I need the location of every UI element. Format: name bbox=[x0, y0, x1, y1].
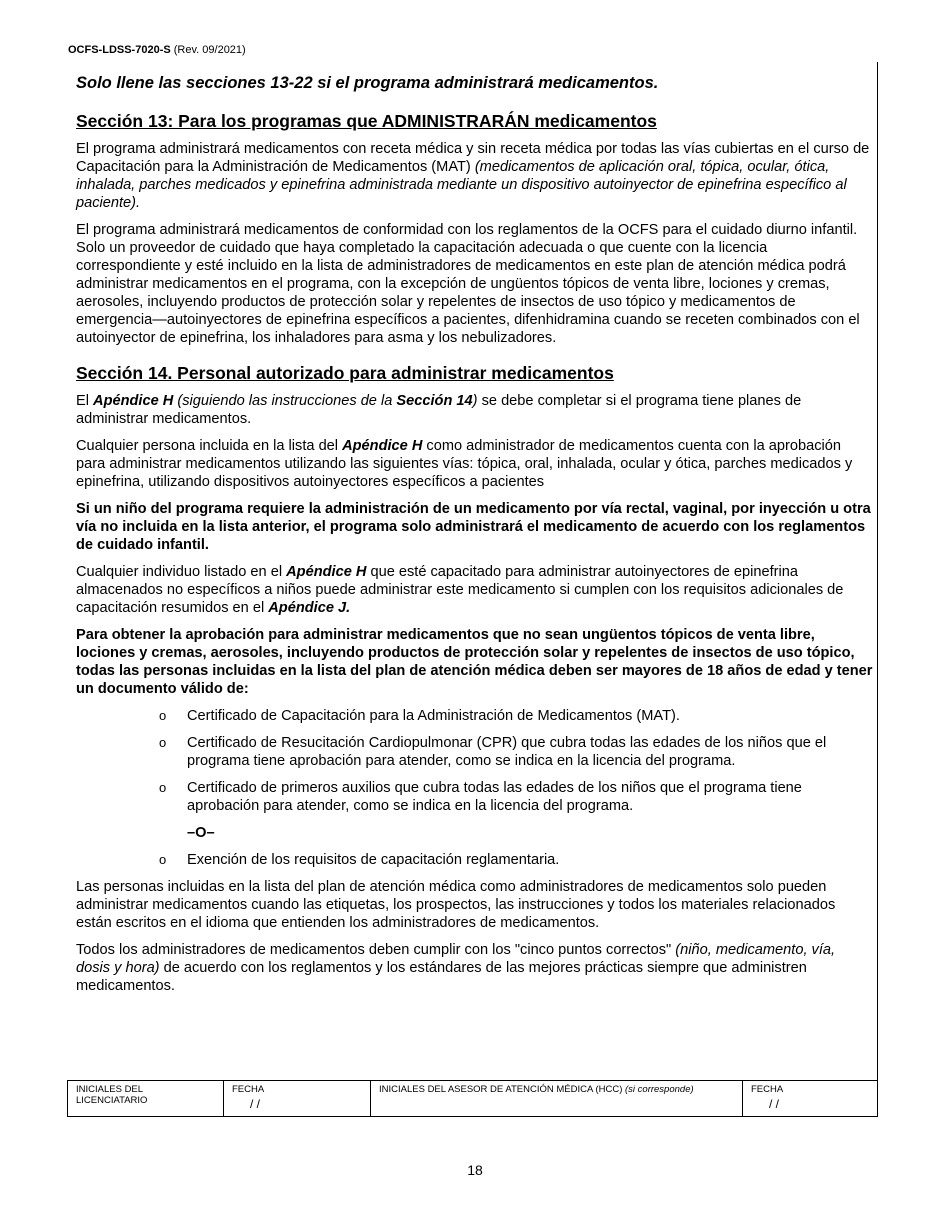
s14-p7-c: de acuerdo con los reglamentos y los estándares de las mejores prácticas siempre que administren medicamentos. bbox=[76, 960, 807, 994]
section-13-paragraph-1 bbox=[76, 140, 873, 212]
date-label: FECHA bbox=[232, 1084, 265, 1095]
section-13-paragraph-2: El programa administrará medicamentos de conformidad con los reglamentos de la OCFS para el cuidado diurno infantil. Solo un proveedor de cuidado que haya completado la capacitación adecuada o que cuente con la licencia correspondiente y esté incluido en la lista de administradores de medicamentos en este plan de atención médica podrá administrar medicamentos en el programa, con la excepción de ungüentos tópicos de venta libre, lociones y cremas, aerosoles, incluyendo productos de protección solar y repelentes de insectos de uso tópico y medicamentos de emergencia—autoinyectores de epinefrina específicos a pacientes, difenhidramina cuando se receten combinados con el autoinyector de epinefrina, los inhaladores para asma y los nebulizadores. bbox=[76, 222, 860, 346]
hcc-note: (si corresponde) bbox=[625, 1084, 694, 1095]
s14-p2-c: como administrador de medicamentos cuenta con la aprobación para administrar medicamentos utilizando las siguientes vías: tópica, oral, inhalada, ocular y ótica, parches medicados y epinefrina, utilizando dispositivos autoinyectores específicos a pacientes bbox=[76, 438, 853, 490]
s14-p1-appendix-h: Apéndice H bbox=[93, 393, 174, 409]
s14-p1-e: ) bbox=[472, 393, 478, 409]
date2-slashes: / / bbox=[769, 1097, 780, 1111]
form-code: OCFS-LDSS-7020-S bbox=[68, 44, 171, 56]
section-14-paragraph-7 bbox=[76, 941, 873, 995]
form-identifier bbox=[68, 44, 246, 56]
or-separator: –O– bbox=[187, 825, 215, 841]
signature-table bbox=[67, 1080, 878, 1117]
s14-p2-appendix-h: Apéndice H bbox=[342, 438, 423, 454]
hcc-initials-field[interactable] bbox=[371, 1081, 743, 1117]
s14-p7-a: Todos los administradores de medicamentos deben cumplir con los "cinco puntos correctos" bbox=[76, 942, 676, 958]
document-body bbox=[76, 72, 873, 1004]
s14-p1-a: El bbox=[76, 393, 94, 409]
section-14-title: Sección 14. Personal autorizado para administrar medicamentos bbox=[76, 363, 614, 383]
requirements-list-alt bbox=[76, 851, 873, 869]
list-item bbox=[159, 734, 873, 770]
bullet-circle-icon: o bbox=[159, 735, 167, 750]
date2-label: FECHA bbox=[751, 1084, 784, 1095]
form-revision: (Rev. 09/2021) bbox=[170, 44, 246, 56]
s14-p4-appendix-j: Apéndice J. bbox=[268, 600, 351, 616]
date2-field[interactable] bbox=[743, 1081, 878, 1117]
section-14-paragraph-2 bbox=[76, 437, 873, 491]
list-item bbox=[159, 779, 873, 815]
requirements-list bbox=[76, 707, 873, 815]
s14-p1-f: se debe completar si el programa tiene planes de administrar medicamentos. bbox=[76, 393, 802, 427]
date-slashes: / / bbox=[250, 1097, 261, 1111]
section-14-paragraph-4 bbox=[76, 563, 873, 617]
section-14-paragraph-1 bbox=[76, 392, 873, 428]
s14-p7-italic: (niño, medicamento, vía, dosis y hora) bbox=[76, 942, 836, 976]
section-13-title: Sección 13: Para los programas que ADMINISTRARÁN medicamentos bbox=[76, 111, 657, 131]
s14-p1-c: (siguiendo las instrucciones de la bbox=[173, 393, 397, 409]
s14-p1-section-14: Sección 14 bbox=[396, 393, 473, 409]
section-14-paragraph-6: Las personas incluidas en la lista del plan de atención médica como administradores de medicamentos solo pueden administrar medicamentos cuando las etiquetas, los prospectos, las instrucciones y todos los materiales relacionados están escritos en el idioma que entienden los administradores de medicamentos. bbox=[76, 879, 836, 931]
hcc-initials-label: INICIALES DEL ASESOR DE ATENCIÓN MÉDICA (HCC) bbox=[379, 1084, 625, 1095]
list-item-text: Certificado de Resucitación Cardiopulmonar (CPR) que cubra todas las edades de los niños que el programa tiene aprobación para atender, como se indica en la licencia del programa. bbox=[187, 735, 827, 769]
list-item bbox=[159, 707, 873, 725]
s14-p4-appendix-h: Apéndice H bbox=[286, 564, 367, 580]
list-item-text: Exención de los requisitos de capacitación reglamentaria. bbox=[187, 852, 560, 868]
licensee-initials-label: INICIALES DEL LICENCIATARIO bbox=[76, 1084, 148, 1106]
s13-p1-text: El programa administrará medicamentos con receta médica y sin receta médica por todas las vías cubiertas en el curso de Capacitación para la Administración de Medicamentos (MAT) bbox=[76, 141, 870, 175]
right-margin-rule bbox=[877, 62, 878, 1080]
licensee-initials-field[interactable] bbox=[68, 1081, 224, 1117]
s14-p2-a: Cualquier persona incluida en la lista del bbox=[76, 438, 343, 454]
intro-instruction: Solo llene las secciones 13-22 si el programa administrará medicamentos. bbox=[76, 74, 659, 92]
bullet-circle-icon: o bbox=[159, 852, 167, 867]
s14-p4-c: que esté capacitado para administrar autoinyectores de epinefrina almacenados no específicos a niños puede administrar este medicamento si cumplen con los requisitos adicionales de capacitación resumidos en el bbox=[76, 564, 844, 616]
section-14-paragraph-5: Para obtener la aprobación para administrar medicamentos que no sean ungüentos tópicos de venta libre, lociones y cremas, aerosoles, incluyendo productos de protección solar y repelentes de insectos de uso tópico, todas las personas incluidas en la lista del plan de atención médica deben ser mayores de 18 años de edad y tener un documento válido de: bbox=[76, 627, 873, 697]
bullet-circle-icon: o bbox=[159, 708, 167, 723]
section-14-paragraph-3: Si un niño del programa requiere la administración de un medicamento por vía rectal, vaginal, por inyección u otra vía no incluida en la lista anterior, el programa solo administrará el medicamento de acuerdo con los reglamentos de cuidado infantil. bbox=[76, 501, 871, 553]
date-field[interactable] bbox=[224, 1081, 371, 1117]
page-number: 18 bbox=[467, 1162, 483, 1178]
list-item-text: Certificado de primeros auxilios que cubra todas las edades de los niños que el programa tiene aprobación para atender, como se indica en la licencia del programa. bbox=[187, 780, 802, 814]
list-item bbox=[159, 851, 873, 869]
list-item-text: Certificado de Capacitación para la Administración de Medicamentos (MAT). bbox=[187, 708, 680, 724]
s14-p4-a: Cualquier individuo listado en el bbox=[76, 564, 287, 580]
s13-p1-italic: (medicamentos de aplicación oral, tópica, ocular, ótica, inhalada, parches medicados y epinefrina administrada mediante un dispositivo autoinyector de epinefrina específico al paciente). bbox=[76, 159, 847, 211]
bullet-circle-icon: o bbox=[159, 780, 167, 795]
